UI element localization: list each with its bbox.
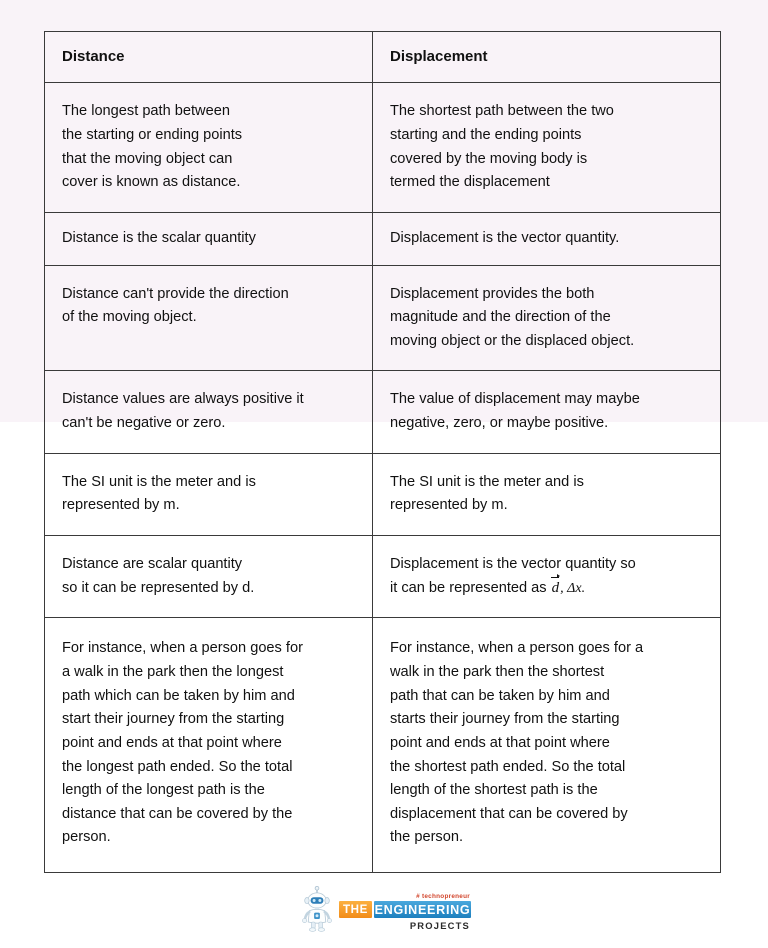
distance-displacement-comparison-table — [44, 31, 721, 873]
cell-text-line: Displacement is the vector quantity. — [390, 229, 620, 246]
logo-word-projects: PROJECTS — [409, 920, 470, 931]
cell-text-line: The shortest path between the two — [390, 103, 614, 120]
cell-distance-direction — [45, 265, 373, 371]
cell-distance-symbol — [45, 535, 373, 617]
site-logo[interactable] — [299, 884, 471, 932]
vector-d-symbol: d — [551, 579, 560, 596]
cell-text-line: The longest path between — [62, 103, 230, 120]
cell-text-line-with-vector — [390, 577, 704, 601]
table-row — [45, 535, 721, 617]
cell-text-line: point and ends at that point where — [62, 734, 282, 751]
delta-x-symbol: , Δx. — [560, 580, 586, 596]
cell-text-line: a walk in the park then the longest — [62, 663, 284, 680]
cell-text-line: start their journey from the starting — [62, 711, 285, 728]
cell-distance-example — [45, 618, 373, 873]
cell-text-line: displacement that can be covered by — [390, 805, 628, 822]
cell-text-line: moving object or the displaced object. — [390, 332, 635, 349]
cell-text-line: cover is known as distance. — [62, 174, 241, 191]
cell-distance-scalar — [45, 212, 373, 265]
cell-text-line: The SI unit is the meter and is — [62, 473, 256, 490]
logo-tagline: # technopreneur — [416, 892, 470, 900]
cell-text-line: that the moving object can — [62, 150, 233, 167]
cell-text-line: the shortest path ended. So the total — [390, 758, 626, 775]
cell-text-line: negative, zero, or maybe positive. — [390, 415, 609, 432]
cell-distance-sign — [45, 371, 373, 453]
logo-lockup — [339, 893, 471, 933]
cell-displacement-symbol — [373, 535, 721, 617]
cell-text-line: can't be negative or zero. — [62, 415, 226, 432]
robot-mascot-icon — [299, 886, 335, 932]
cell-text-line: represented by m. — [62, 497, 180, 514]
cell-text-line: starts their journey from the starting — [390, 711, 620, 728]
cell-text-line: Displacement is the vector quantity so — [390, 555, 636, 572]
cell-distance-si-unit — [45, 453, 373, 535]
column-header-displacement: Displacement — [373, 32, 721, 83]
table-row — [45, 83, 721, 213]
cell-text-line: person. — [62, 829, 111, 846]
cell-text-line: point and ends at that point where — [390, 734, 610, 751]
cell-displacement-definition — [373, 83, 721, 213]
logo-wordmark — [339, 901, 471, 918]
logo-word-engineering: ENGINEERING — [374, 902, 471, 917]
cell-text-line: of the moving object. — [62, 309, 197, 326]
cell-text-line: The value of displacement may maybe — [390, 391, 640, 408]
cell-text-line: Distance is the scalar quantity — [62, 229, 256, 246]
cell-displacement-direction — [373, 265, 721, 371]
table-header-row — [45, 32, 721, 83]
cell-text-line: the starting or ending points — [62, 126, 243, 143]
cell-text-line: starting and the ending points — [390, 126, 582, 143]
cell-text-line: covered by the moving body is — [390, 150, 588, 167]
cell-text-line: For instance, when a person goes for — [62, 640, 303, 657]
table-row — [45, 212, 721, 265]
cell-text-line: path that can be taken by him and — [390, 687, 610, 704]
cell-distance-definition — [45, 83, 373, 213]
column-header-distance: Distance — [45, 32, 373, 83]
cell-text-line: the longest path ended. So the total — [62, 758, 293, 775]
cell-text-line: so it can be represented by d. — [62, 579, 255, 596]
cell-text-line: magnitude and the direction of the — [390, 309, 611, 326]
cell-displacement-vector — [373, 212, 721, 265]
cell-text-line: length of the longest path is the — [62, 782, 265, 799]
table-row — [45, 453, 721, 535]
cell-text-line: distance that can be covered by the — [62, 805, 293, 822]
cell-displacement-example — [373, 618, 721, 873]
cell-displacement-sign — [373, 371, 721, 453]
cell-text-line: Distance values are always positive it — [62, 391, 304, 408]
cell-text-line: path which can be taken by him and — [62, 687, 295, 704]
table-row — [45, 371, 721, 453]
cell-text-line: represented by m. — [390, 497, 508, 514]
cell-displacement-si-unit — [373, 453, 721, 535]
cell-text-line: walk in the park then the shortest — [390, 663, 605, 680]
cell-text-line: length of the shortest path is the — [390, 782, 598, 799]
cell-text-line: The SI unit is the meter and is — [390, 473, 584, 490]
cell-text-line: Displacement provides the both — [390, 285, 595, 302]
cell-text-line: termed the displacement — [390, 174, 550, 191]
cell-text-line: Distance are scalar quantity — [62, 555, 243, 572]
logo-word-the: THE — [339, 901, 372, 918]
table-row — [45, 265, 721, 371]
cell-text-line: the person. — [390, 829, 464, 846]
table-row — [45, 618, 721, 873]
cell-text-line: Distance can't provide the direction — [62, 285, 289, 302]
cell-text-line: For instance, when a person goes for a — [390, 640, 644, 657]
cell-text-fragment: it can be represented as — [390, 579, 551, 596]
